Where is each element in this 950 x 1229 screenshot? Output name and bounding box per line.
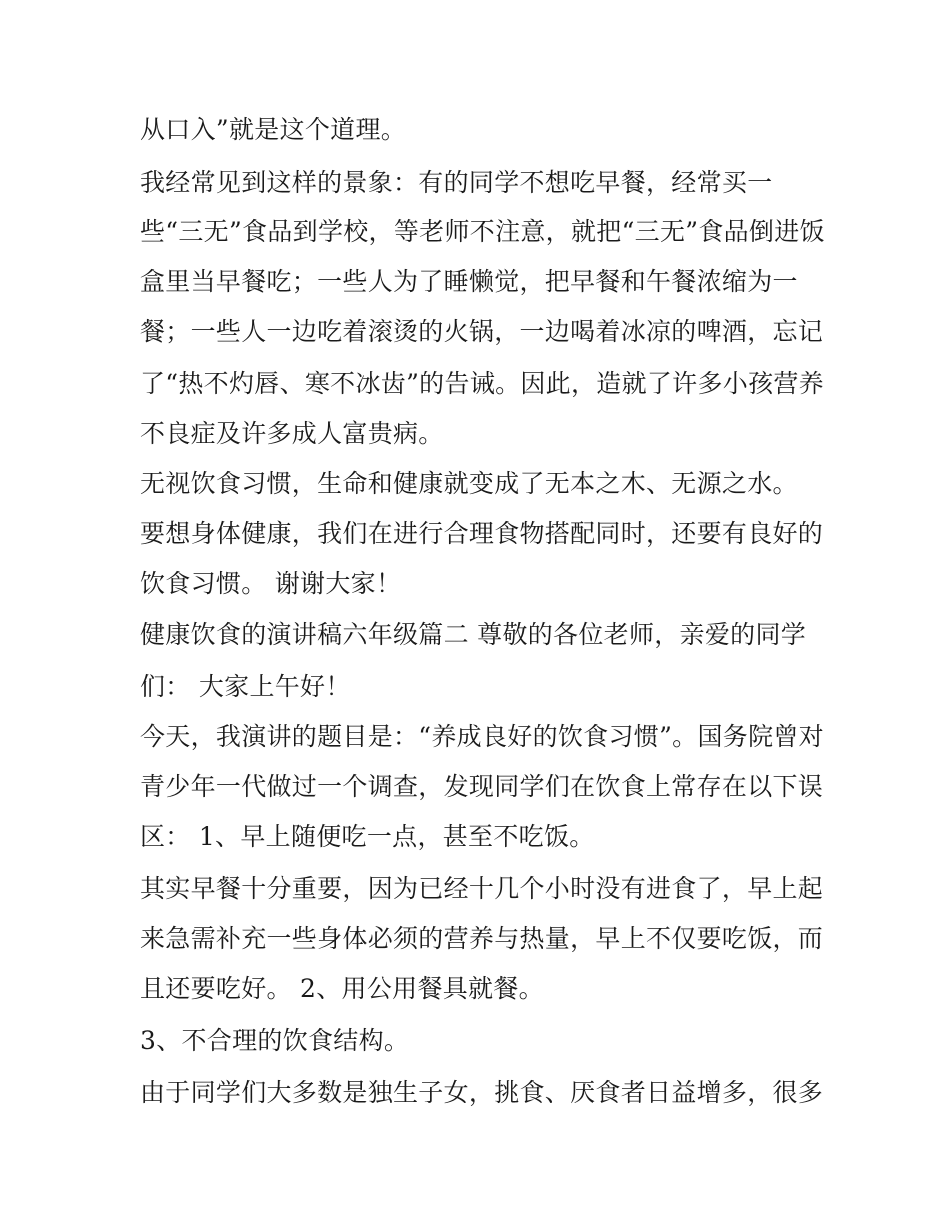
text-line: 健康饮食的演讲稿六年级篇二 尊敬的各位老师，亲爱的同学 [140, 620, 807, 649]
text-line: 们： 大家上午好！ [140, 672, 351, 701]
text-line: 今天，我演讲的题目是：“养成良好的饮食习惯”。国务院曾对 [140, 722, 824, 751]
text-line: 区： 1、早上随便吃一点，甚至不吃饭。 [140, 822, 595, 851]
text-line: 了“热不灼唇、寒不冰齿”的告诫。因此，造就了许多小孩营养 [140, 369, 824, 398]
text-line: 饮食习惯。 谢谢大家！ [140, 569, 402, 598]
text-line: 从口入”就是这个道理。 [140, 115, 407, 144]
text-line: 些“三无”食品到学校，等老师不注意，就把“三无”食品倒进饭 [140, 217, 825, 246]
text-line: 且还要吃好。 2、用公用餐具就餐。 [140, 974, 544, 1003]
text-line: 3、不合理的饮食结构。 [140, 1026, 410, 1055]
text-line: 由于同学们大多数是独生子女，挑食、厌食者日益增多，很多 [140, 1078, 824, 1107]
text-line: 要想身体健康，我们在进行合理食物搭配同时，还要有良好的 [140, 519, 824, 548]
text-line: 我经常见到这样的景象：有的同学不想吃早餐，经常买一 [140, 168, 773, 197]
text-line: 其实早餐十分重要，因为已经十几个小时没有进食了，早上起 [140, 874, 824, 903]
text-line: 餐；一些人一边吃着滚烫的火锅，一边喝着冰凉的啤酒，忘记 [140, 317, 824, 346]
text-line: 来急需补充一些身体必须的营养与热量，早上不仅要吃饭，而 [140, 924, 824, 953]
text-line: 不良症及许多成人富贵病。 [140, 419, 444, 448]
text-line: 无视饮食习惯，生命和健康就变成了无本之木、无源之水。 [140, 469, 798, 498]
text-line: 青少年一代做过一个调查，发现同学们在饮食上常存在以下误 [140, 772, 824, 801]
text-line: 盒里当早餐吃；一些人为了睡懒觉，把早餐和午餐浓缩为一 [140, 267, 798, 296]
